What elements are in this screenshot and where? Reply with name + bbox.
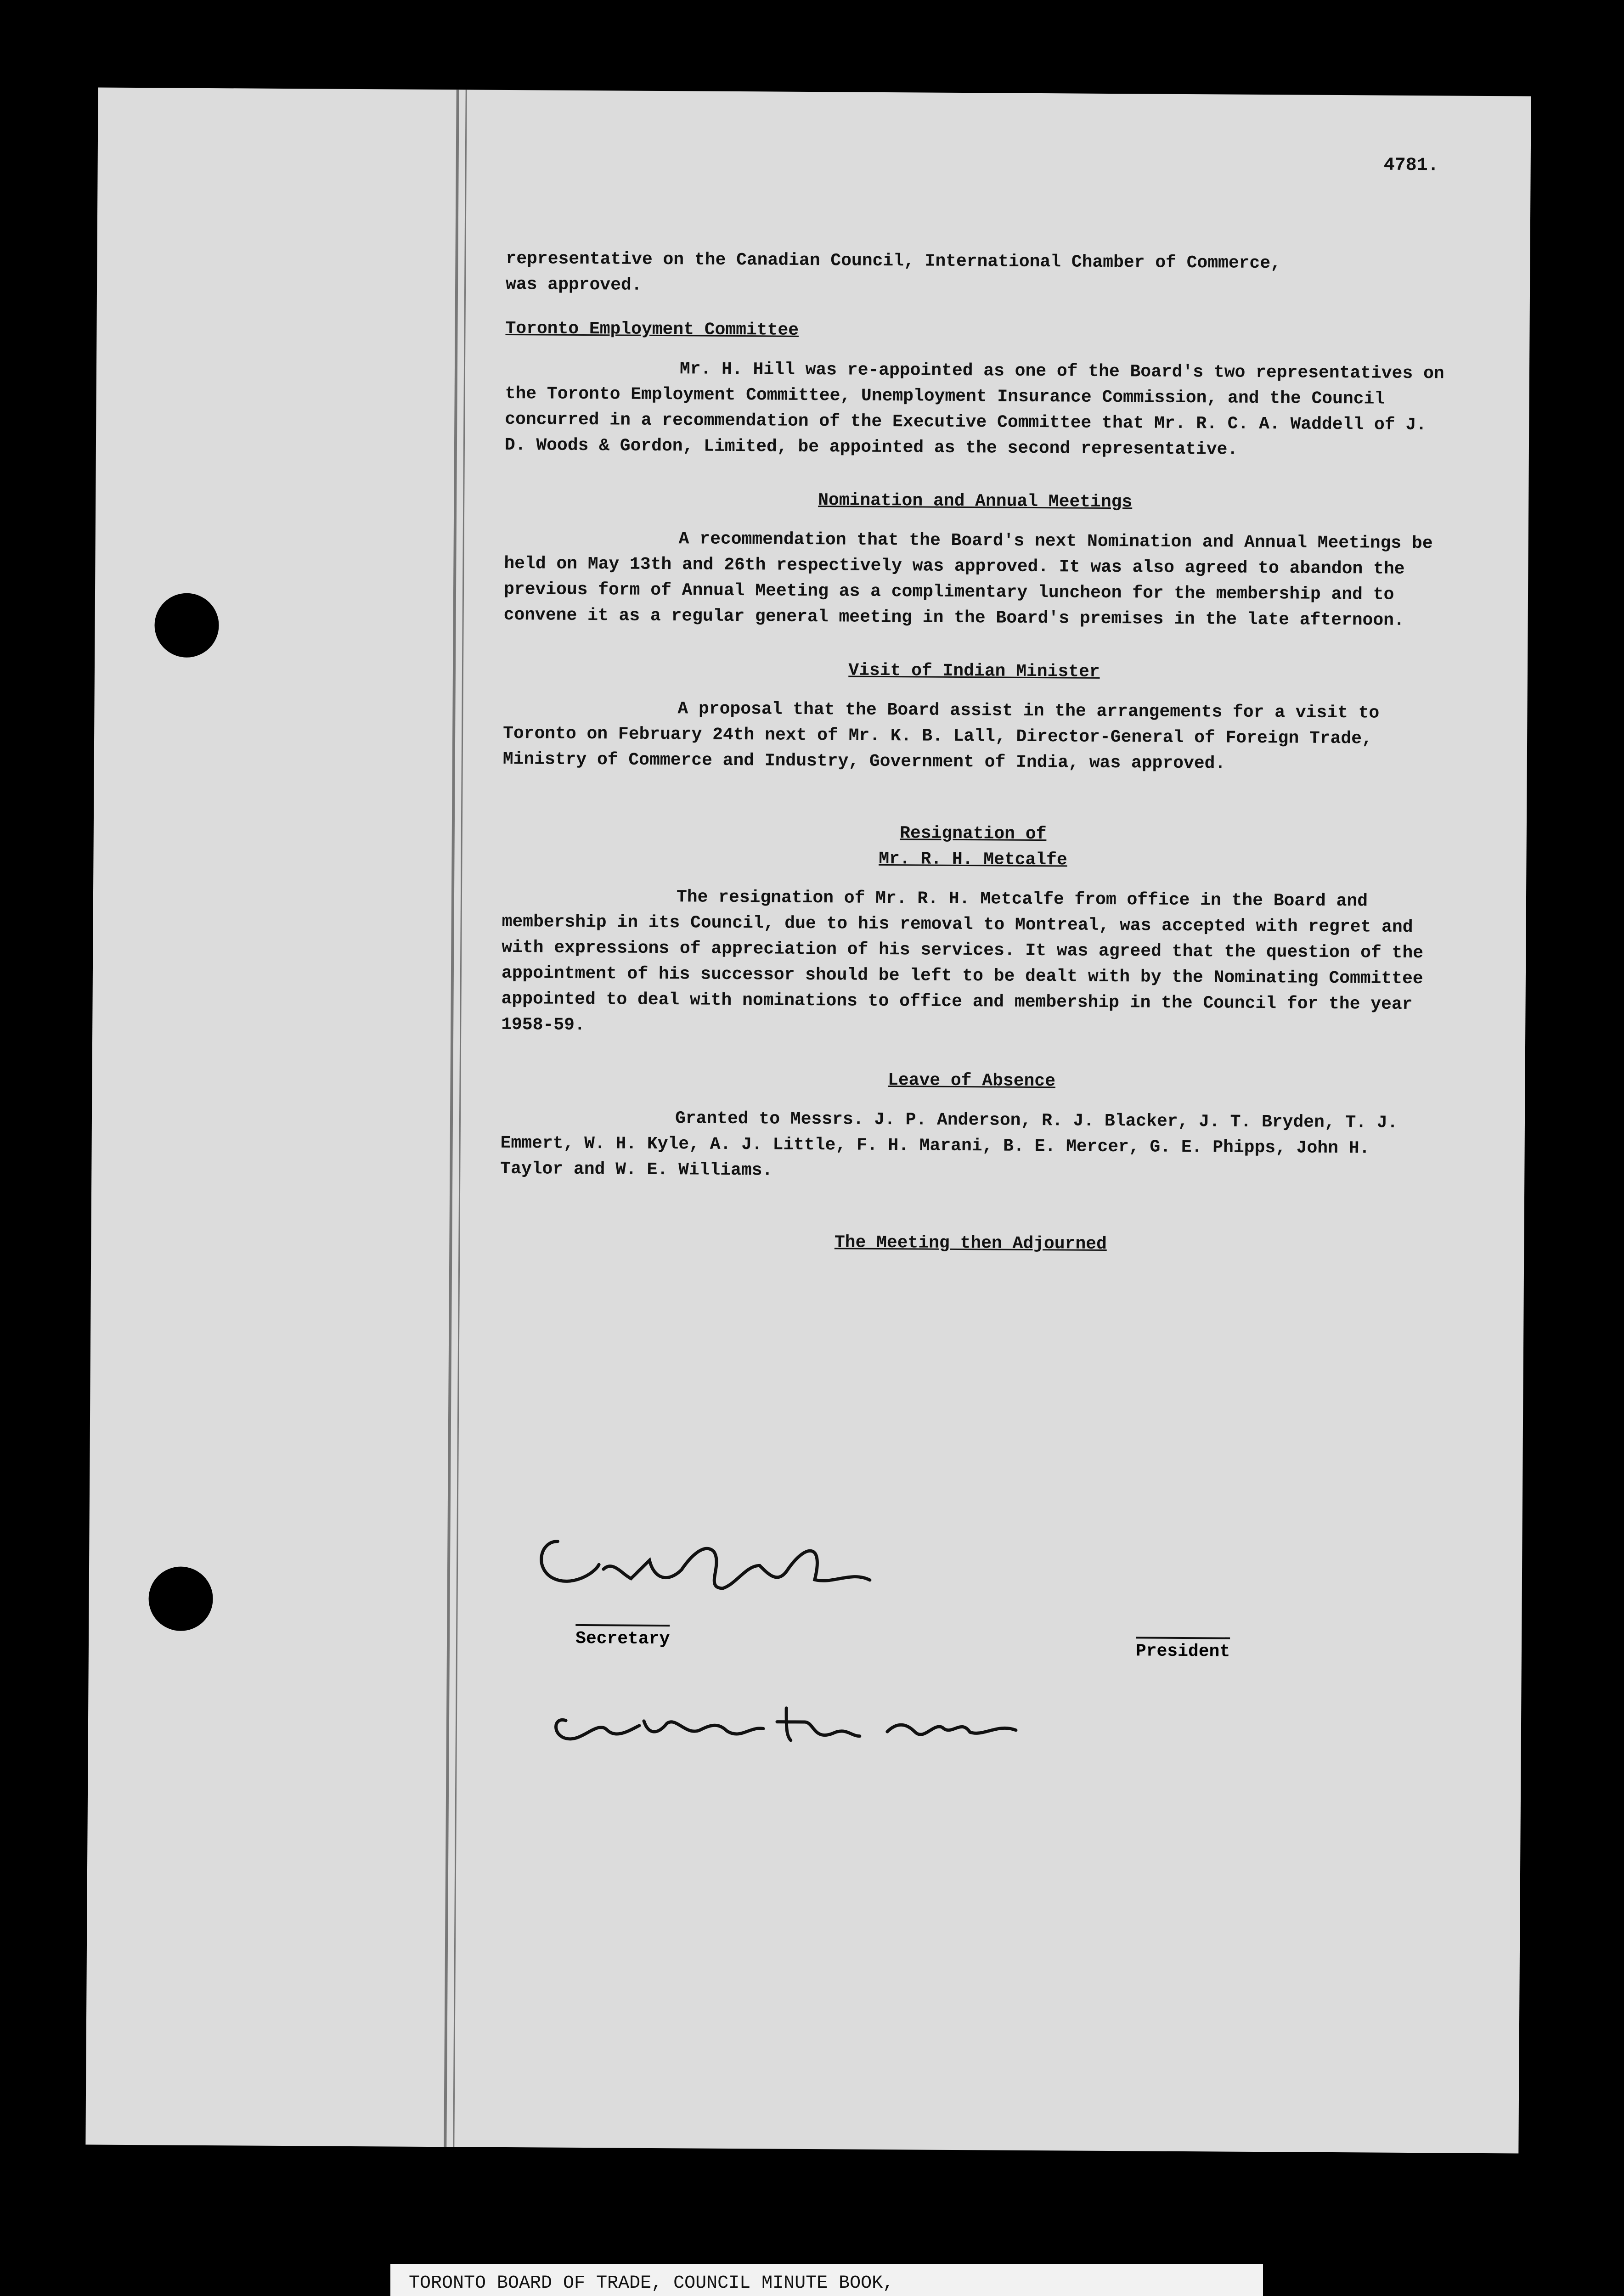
president-label: President bbox=[1136, 1637, 1230, 1661]
visit-paragraph: A proposal that the Board assist in the arrangements for a visit to Toronto on February 24th next of Mr. K. B. Lall, Director-General of Foreign Trade, Ministry of Commerce and Industry, Government of India, was approved. bbox=[502, 699, 1380, 774]
secretary-signature bbox=[530, 1514, 897, 1626]
nomination-paragraph: A recommendation that the Board's next Nomination and Annual Meetings be held on May 13th and 26th respectively was approved. It was also agreed to abandon the previous form of Annual Meeting as a complimentary luncheon for the membership and to convene it as a regular general meeting in the Board's premises in the late afternoon. bbox=[503, 529, 1433, 630]
margin-line bbox=[444, 90, 459, 2147]
resignation-paragraph: The resignation of Mr. R. H. Metcalfe from office in the Board and membership in its Council, due to his removal to Montreal, was accepted with regret and with expressions of appreciation of his services. It was agreed that the question of the appointment of his successor should be left to be dealt with by the Nominating Committee appointed to deal with nominations to office and membership in the Council for the year 1958-59. bbox=[501, 887, 1424, 1035]
minutes-body bbox=[500, 246, 1448, 1273]
section-heading-visit: Visit of Indian Minister bbox=[848, 660, 1100, 682]
section-heading-toronto: Toronto Employment Committee bbox=[505, 318, 799, 340]
archive-card-line1: TORONTO BOARD OF TRADE, COUNCIL MINUTE BOOK, bbox=[409, 2273, 894, 2294]
signature-block bbox=[87, 1557, 1522, 1841]
leave-paragraph: Granted to Messrs. J. P. Anderson, R. J. Blacker, J. T. Bryden, T. J. Emmert, W. H. Kyle, A. J. Little, F. H. Marani, B. E. Mercer, G. E. Phipps, John H. Taylor and W. E. Williams. bbox=[500, 1109, 1398, 1181]
page-number: 4781. bbox=[1383, 155, 1439, 176]
toronto-paragraph: Mr. H. Hill was re-appointed as one of the Board's two representatives on the Toronto Employment Committee, Unemployment Insurance Commission, and the Council concurred in a recommendation of the Executive Committee that Mr. R. C. A. Waddell of J. D. Woods & Gordon, Limited, be appointed as the second representative. bbox=[504, 359, 1444, 460]
confirmed-handwriting bbox=[547, 1679, 1053, 1756]
section-heading-leave: Leave of Absence bbox=[887, 1070, 1056, 1092]
adjourned-heading: The Meeting then Adjourned bbox=[834, 1232, 1107, 1254]
section-heading-nomination: Nomination and Annual Meetings bbox=[818, 490, 1133, 512]
document-page bbox=[85, 88, 1531, 2154]
secretary-label: Secretary bbox=[575, 1624, 670, 1649]
archive-card bbox=[390, 2264, 1263, 2296]
continuation-paragraph: representative on the Canadian Council, International Chamber of Commerce, was approved. bbox=[505, 248, 1281, 295]
punch-hole-top bbox=[154, 593, 219, 658]
section-heading-resignation-line2: Mr. R. H. Metcalfe bbox=[879, 849, 1067, 870]
section-heading-resignation-line1: Resignation of bbox=[900, 823, 1047, 844]
